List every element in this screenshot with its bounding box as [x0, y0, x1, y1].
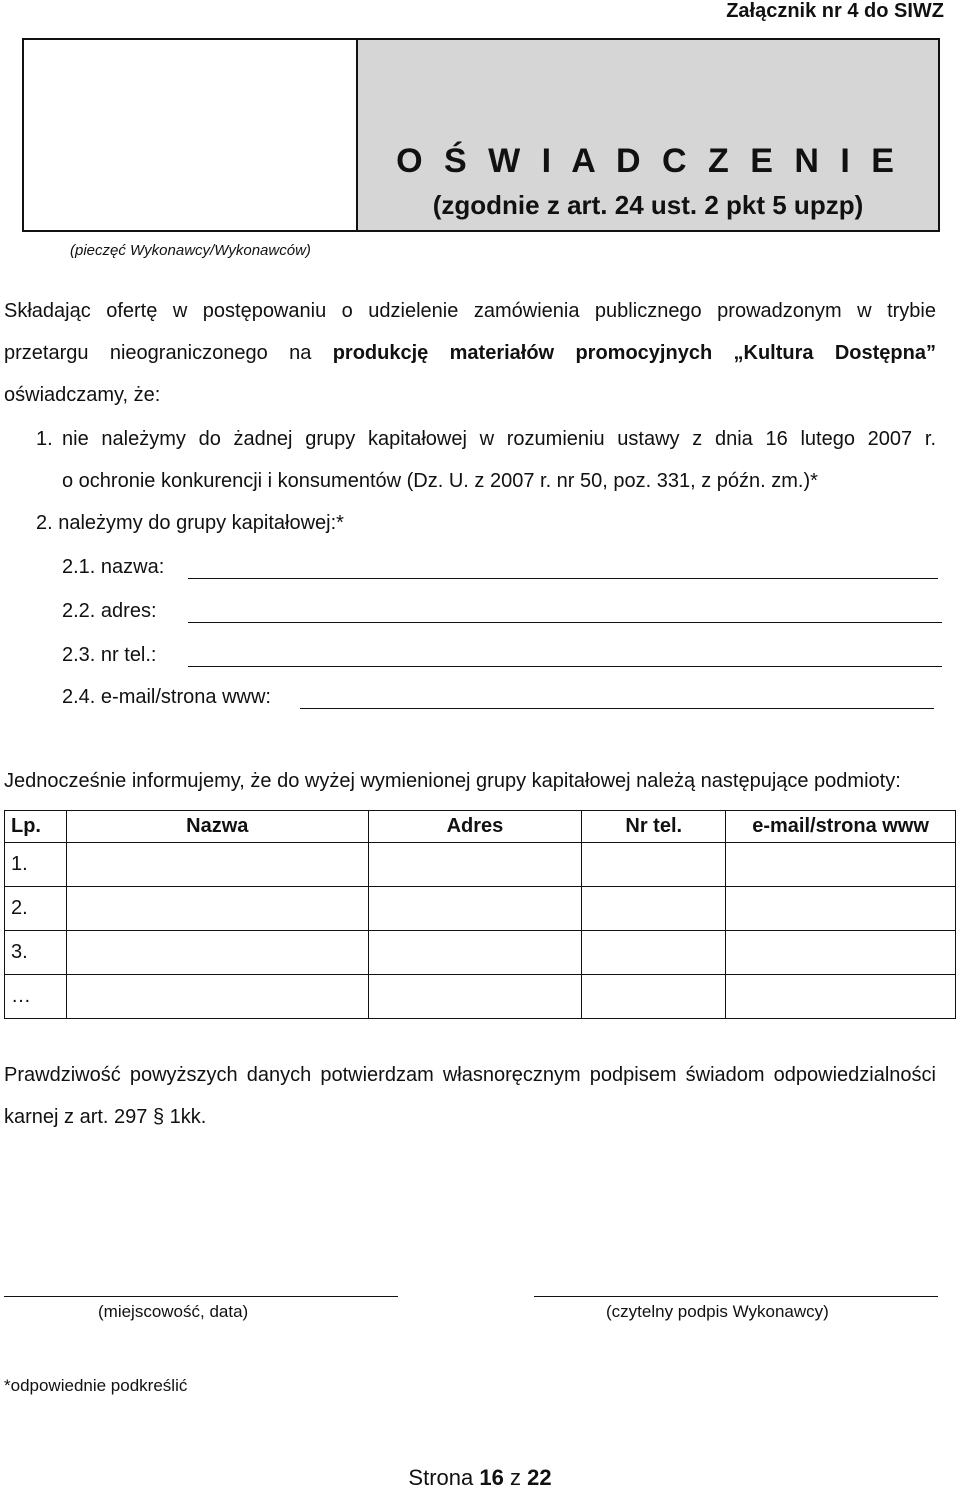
place-date-line[interactable] — [4, 1296, 398, 1297]
group-email-field[interactable] — [300, 708, 934, 709]
cell-email[interactable] — [726, 843, 956, 887]
signature-caption: (czytelny podpis Wykonawcy) — [606, 1302, 829, 1321]
cell-name[interactable] — [66, 843, 368, 887]
group-members-table — [4, 810, 956, 1019]
stamp-box — [22, 38, 356, 232]
cell-address[interactable] — [368, 931, 582, 975]
page-prefix: Strona — [408, 1465, 474, 1490]
place-date-caption: (miejscowość, data) — [98, 1302, 249, 1321]
item-1-number: 1. — [36, 428, 53, 450]
column-header-name: Nazwa — [66, 811, 368, 843]
row-number: 2. — [5, 887, 67, 931]
cell-phone[interactable] — [582, 931, 726, 975]
page-current: 16 — [479, 1465, 504, 1490]
confirm-line-2: karnej z art. 297 § 1kk. — [4, 1106, 207, 1128]
column-header-address: Adres — [368, 811, 582, 843]
cell-address[interactable] — [368, 975, 582, 1019]
footnote: *odpowiednie podkreślić — [4, 1376, 188, 1395]
cell-address[interactable] — [368, 887, 582, 931]
group-address-label: 2.2. adres: — [62, 600, 157, 622]
page-separator: z — [509, 1465, 521, 1490]
group-email-label: 2.4. e-mail/strona www: — [62, 686, 271, 708]
page-total: 22 — [527, 1465, 552, 1490]
confirm-line-1: Prawdziwość powyższych danych potwierdzam własnoręcznym podpisem świadom odpowiedzialności — [4, 1064, 936, 1086]
item-1-line-1: nie należymy do żadnej grupy kapitałowej w rozumieniu ustawy z dnia 16 lutego 2007 r. — [62, 428, 936, 450]
cell-phone[interactable] — [582, 843, 726, 887]
page-number — [0, 1465, 960, 1491]
table-row — [5, 931, 956, 975]
row-number: 3. — [5, 931, 67, 975]
table-row — [5, 887, 956, 931]
table-row — [5, 975, 956, 1019]
group-address-field[interactable] — [188, 622, 942, 623]
item-2: 2. należymy do grupy kapitałowej:* — [36, 512, 344, 534]
table-header-row — [5, 811, 956, 843]
column-header-phone: Nr tel. — [582, 811, 726, 843]
intro-line-1: Składając ofertę w postępowaniu o udzielenie zamówienia publicznego prowadzonym w trybie — [4, 300, 936, 322]
group-name-field[interactable] — [188, 578, 938, 579]
intro-line-2-plain: przetargu nieograniczonego na — [4, 342, 312, 364]
group-name-label: 2.1. nazwa: — [62, 556, 165, 578]
cell-name[interactable] — [66, 931, 368, 975]
cell-address[interactable] — [368, 843, 582, 887]
document-title: O Ś W I A D C Z E N I E — [396, 142, 900, 180]
document-subtitle: (zgodnie z art. 24 ust. 2 pkt 5 upzp) — [432, 190, 864, 220]
inform-text: Jednocześnie informujemy, że do wyżej wymienionej grupy kapitałowej należą następujące podmioty: — [4, 770, 901, 792]
tender-subject: produkcję materiałów promocyjnych „Kultura Dostępna” — [332, 342, 936, 364]
cell-phone[interactable] — [582, 887, 726, 931]
table-row — [5, 843, 956, 887]
cell-name[interactable] — [66, 887, 368, 931]
cell-email[interactable] — [726, 975, 956, 1019]
signature-line[interactable] — [534, 1296, 938, 1297]
row-number: … — [5, 975, 67, 1019]
cell-email[interactable] — [726, 887, 956, 931]
cell-name[interactable] — [66, 975, 368, 1019]
intro-line-3: oświadczamy, że: — [4, 384, 161, 406]
attachment-label: Załącznik nr 4 do SIWZ — [726, 0, 944, 22]
group-phone-label: 2.3. nr tel.: — [62, 644, 157, 666]
row-number: 1. — [5, 843, 67, 887]
cell-phone[interactable] — [582, 975, 726, 1019]
cell-email[interactable] — [726, 931, 956, 975]
intro-line-2 — [4, 342, 936, 365]
group-phone-field[interactable] — [188, 666, 942, 667]
column-header-lp: Lp. — [5, 811, 67, 843]
item-1-line-2: o ochronie konkurencji i konsumentów (Dz. U. z 2007 r. nr 50, poz. 331, z późn. zm.)* — [62, 470, 818, 492]
stamp-caption: (pieczęć Wykonawcy/Wykonawców) — [70, 242, 311, 259]
column-header-email: e-mail/strona www — [726, 811, 956, 843]
title-box — [356, 38, 940, 232]
